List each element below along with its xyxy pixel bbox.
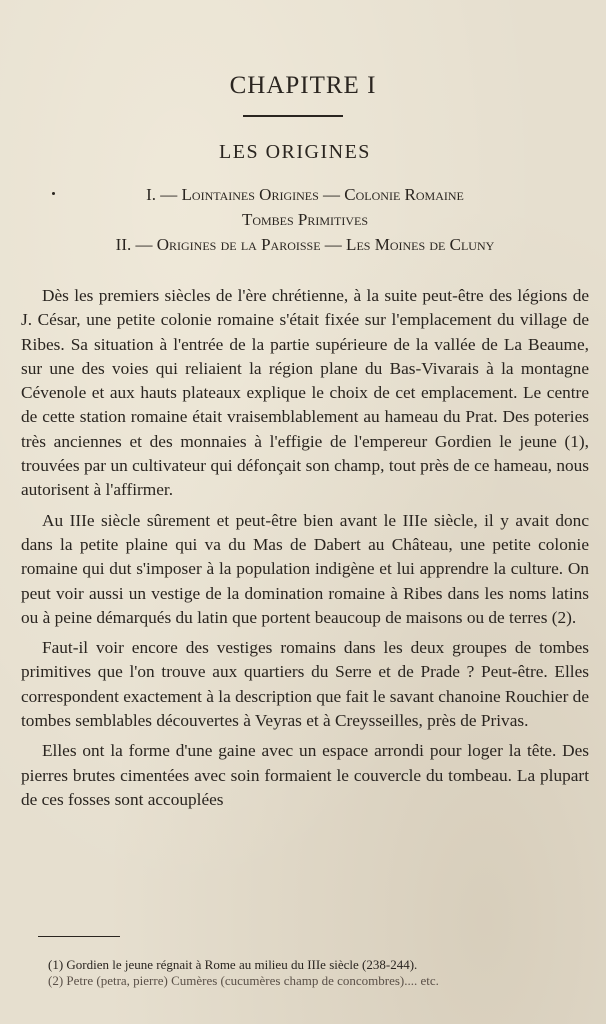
summary-line-1: I. — Lointaines Origines — Colonie Romaine bbox=[146, 185, 464, 204]
paragraph-1: Dès les premiers siècles de l'ère chrétienne, à la suite peut-être des légions de J. César, une petite colonie romaine s'était fixée sur l'emplacement du village de Ribes. Sa situation à l'entrée de la partie supérieure de la vallée de La Beaume, sur une des voies qui reliaient la région plane du Bas-Vivarais à la montagne Cévenole et aux hauts plateaux explique le choix de cet emplacement. Le centre de cette station romaine était vraisemblablement au hameau du Prat. Des poteries très anciennes et des monnaies à l'effigie de l'empereur Gordien le jeune (1), trouvées par un cultivateur qui défonçait son champ, tout près de ce hameau, nous autorisent à l'affirmer. bbox=[21, 286, 589, 500]
paragraph-3: Faut-il voir encore des vestiges romains dans les deux groupes de tombes primitives que l'on trouve aux quartiers du Serre et de Prade ? Peut-être. Elles correspondent exactement à la description que fait le savant chanoine Rouchier de tombes semblables découvertes à Veyras et à Creysseilles, près de Privas. bbox=[21, 638, 589, 731]
chapter-subtitle: LES ORIGINES bbox=[219, 141, 371, 163]
footnote-rule bbox=[38, 936, 120, 937]
paragraph-2: Au IIIe siècle sûrement et peut-être bien avant le IIIe siècle, il y avait donc dans la petite plaine qui va du Mas de Dabert au Château, une petite colonie romaine qui dut s'imposer à la population indigène et lui apprendre la culture. On peut voir aussi un vestige de la domination romaine à Ribes dans les noms latins ou à peine démarqués du latin que portent beaucoup de maisons ou de terres (2). bbox=[21, 510, 589, 627]
paragraph-4: Elles ont la forme d'une gaine avec un espace arrondi pour loger la tête. Des pierres brutes cimentées avec soin formaient le couvercle du tombeau. La plupart de ces fosses sont accouplées bbox=[21, 741, 589, 809]
footnote-1: (1) Gordien le jeune régnait à Rome au milieu du IIIe siècle (238-244). bbox=[48, 957, 418, 972]
summary-line-3: II. — Origines de la Paroisse — Les Moines de Cluny bbox=[115, 235, 495, 254]
summary-line-2: Tombes Primitives bbox=[241, 210, 369, 229]
footnote-2: (2) Petre (petra, pierre) Cumères (cucumères champ de concombres).... etc. bbox=[48, 973, 439, 988]
body-text bbox=[21, 284, 589, 812]
chapter-title: CHAPITRE I bbox=[229, 72, 377, 99]
title-rule bbox=[243, 115, 343, 117]
